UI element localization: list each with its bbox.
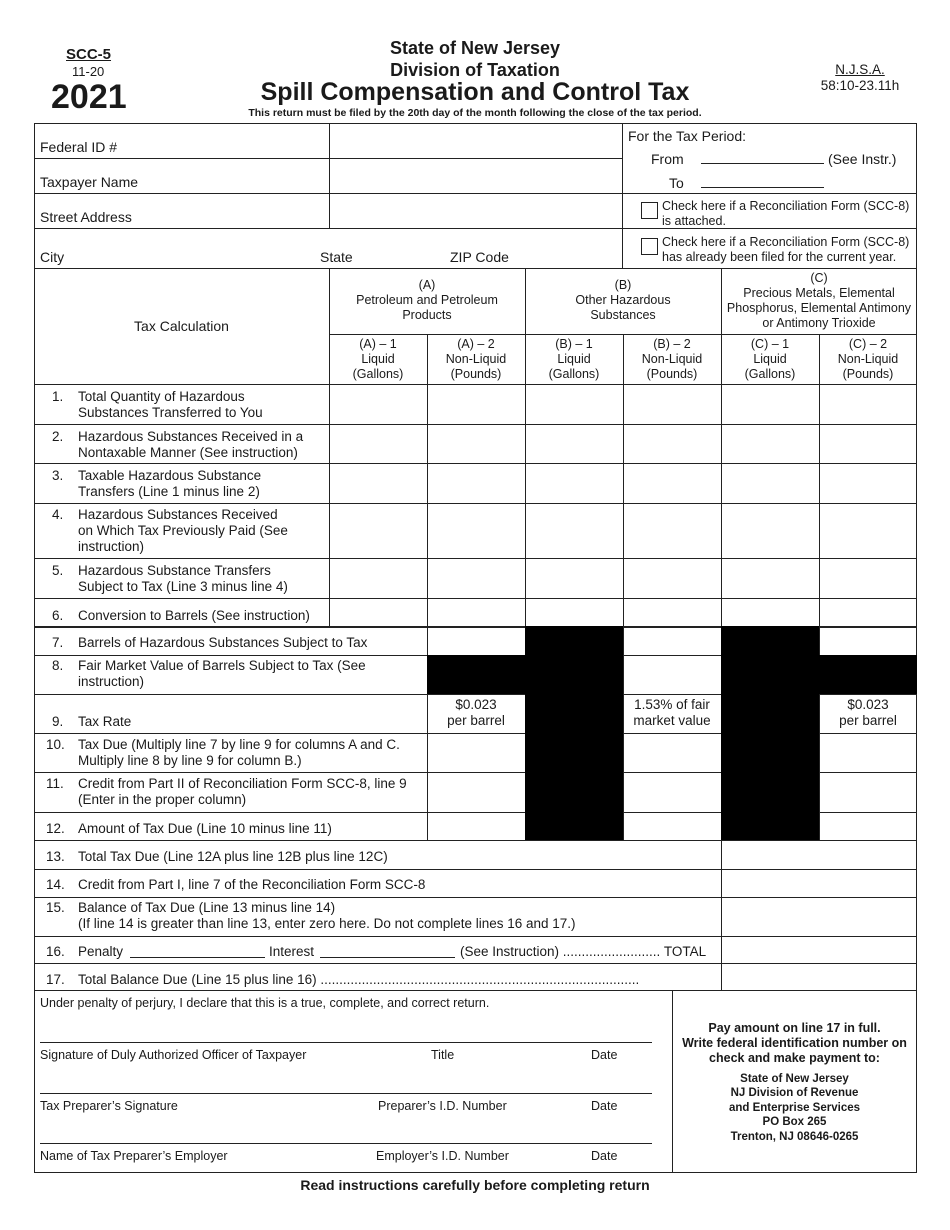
subcol-c2: (C) – 2 Non-Liquid (Pounds) bbox=[837, 337, 899, 381]
row-label: Conversion to Barrels (See instruction) bbox=[78, 608, 310, 623]
officer-date-label: Date bbox=[591, 1048, 618, 1062]
group-b-letter: (B) bbox=[614, 278, 632, 292]
tax-period-label: For the Tax Period: bbox=[628, 128, 747, 144]
row-label: Tax Due (Multiply line 7 by line 9 for columns A and C. Multiply line 8 by line 9 for column B.) bbox=[78, 737, 400, 768]
group-a-letter: (A) bbox=[418, 278, 436, 292]
row-number: 14. bbox=[46, 877, 65, 892]
form-subtitle: This return must be filed by the 20th day of the month following the close of the tax period. bbox=[248, 107, 702, 119]
subcol-b2: (B) – 2 Non-Liquid (Pounds) bbox=[641, 337, 703, 381]
row-number: 17. bbox=[46, 972, 65, 987]
payment-line-3: check and make payment to: bbox=[709, 1051, 880, 1065]
period-to-label: To bbox=[669, 175, 684, 191]
interest-input[interactable] bbox=[320, 957, 455, 958]
zip-code-field[interactable]: ZIP Code bbox=[450, 249, 509, 265]
preparer-id-label: Preparer’s I.D. Number bbox=[378, 1099, 507, 1113]
row-label: Balance of Tax Due (Line 13 minus line 14) (If line 14 is greater than line 13, enter zero here. Do not complete lines 16 and 17.) bbox=[78, 900, 576, 931]
row-number: 1. bbox=[52, 389, 64, 404]
group-c-name: Precious Metals, Elemental Phosphorus, Elemental Antimony or Antimony Trioxide bbox=[726, 286, 912, 330]
row-number: 10. bbox=[46, 737, 65, 752]
city-field[interactable]: City bbox=[40, 249, 65, 265]
row-number: 8. bbox=[52, 658, 64, 673]
row-number: 6. bbox=[52, 608, 64, 623]
state-field[interactable]: State bbox=[320, 249, 353, 265]
footer-note: Read instructions carefully before completing return bbox=[300, 1177, 650, 1193]
penalty-total-label: (See Instruction) .......................... TOTAL bbox=[460, 944, 707, 959]
row-number: 11. bbox=[46, 776, 64, 791]
form-year: 2021 bbox=[51, 78, 127, 116]
tax-rate-b: 1.53% of fair market value bbox=[633, 697, 711, 728]
tax-calculation-label: Tax Calculation bbox=[134, 318, 229, 334]
see-instr-note: (See Instr.) bbox=[828, 151, 897, 167]
officer-title-label: Title bbox=[431, 1048, 455, 1062]
state-name: State of New Jersey bbox=[389, 38, 561, 58]
row-label: Hazardous Substances Received in a Nontaxable Manner (See instruction) bbox=[78, 429, 304, 460]
form-id: SCC-5 bbox=[66, 46, 112, 63]
street-address-field[interactable]: Street Address bbox=[40, 209, 132, 225]
federal-id-field[interactable]: Federal ID # bbox=[40, 139, 118, 155]
reconciliation-filed-text: Check here if a Reconciliation Form (SCC-8) has already been filed for the current year. bbox=[662, 235, 910, 264]
row-number: 16. bbox=[46, 944, 65, 959]
row-label: Barrels of Hazardous Substances Subject to Tax bbox=[78, 635, 368, 650]
group-a-name: Petroleum and Petroleum Products bbox=[356, 293, 498, 322]
statute-label: N.J.S.A. bbox=[835, 62, 885, 77]
interest-label: Interest bbox=[269, 944, 315, 959]
row-label: Amount of Tax Due (Line 10 minus line 11) bbox=[78, 821, 332, 836]
row-number: 2. bbox=[52, 429, 64, 444]
row-number: 7. bbox=[52, 635, 64, 650]
mailing-address-1: State of New Jersey bbox=[740, 1073, 849, 1085]
employer-name-line[interactable] bbox=[40, 1143, 652, 1144]
row-number: 15. bbox=[46, 900, 65, 915]
tax-rate-c: $0.023 per barrel bbox=[839, 697, 897, 728]
row-label: Taxable Hazardous Substance Transfers (Line 1 minus line 2) bbox=[78, 468, 262, 499]
subcol-a1: (A) – 1 Liquid (Gallons) bbox=[352, 337, 404, 381]
group-c-letter: (C) bbox=[810, 271, 828, 285]
group-b-name: Other Hazardous Substances bbox=[575, 293, 671, 322]
officer-signature-label: Signature of Duly Authorized Officer of Taxpayer bbox=[40, 1048, 307, 1062]
perjury-declaration: Under penalty of perjury, I declare that this is a true, complete, and correct return. bbox=[40, 996, 490, 1010]
payment-line-1: Pay amount on line 17 in full. bbox=[708, 1021, 881, 1035]
row-label: Fair Market Value of Barrels Subject to Tax (See instruction) bbox=[78, 658, 366, 689]
mailing-address-4: PO Box 265 bbox=[762, 1116, 827, 1128]
row-label: Total Tax Due (Line 12A plus line 12B plus line 12C) bbox=[78, 849, 388, 864]
row-number: 4. bbox=[52, 507, 64, 522]
officer-signature-line[interactable] bbox=[40, 1042, 652, 1043]
row-label: Total Balance Due (Line 15 plus line 16) ..................................................................................... bbox=[78, 972, 640, 987]
row-label: Credit from Part I, line 7 of the Reconciliation Form SCC-8 bbox=[78, 877, 426, 892]
row-label: Hazardous Substances Received on Which Tax Previously Paid (See instruction) bbox=[78, 507, 288, 554]
reconciliation-attached-checkbox[interactable] bbox=[641, 202, 658, 219]
payment-line-2: Write federal identification number on bbox=[682, 1036, 907, 1050]
division-name: Division of Taxation bbox=[390, 60, 560, 80]
row-label: Total Quantity of Hazardous Substances Transferred to You bbox=[78, 389, 263, 420]
penalty-label: Penalty bbox=[78, 944, 124, 959]
mailing-address-5: Trenton, NJ 08646-0265 bbox=[730, 1131, 859, 1143]
taxpayer-name-field[interactable]: Taxpayer Name bbox=[40, 174, 139, 190]
employer-date-label: Date bbox=[591, 1149, 618, 1163]
reconciliation-attached-text: Check here if a Reconciliation Form (SCC-8) is attached. bbox=[662, 199, 910, 228]
form-revision: 11-20 bbox=[72, 64, 105, 79]
row-number: 5. bbox=[52, 563, 64, 578]
mailing-address-3: and Enterprise Services bbox=[728, 1102, 861, 1114]
reconciliation-filed-checkbox[interactable] bbox=[641, 238, 658, 255]
subcol-b1: (B) – 1 Liquid (Gallons) bbox=[548, 337, 600, 381]
form-title: Spill Compensation and Control Tax bbox=[260, 78, 690, 106]
period-to-input[interactable] bbox=[701, 187, 824, 188]
preparer-date-label: Date bbox=[591, 1099, 618, 1113]
employer-name-label: Name of Tax Preparer’s Employer bbox=[40, 1149, 228, 1163]
row-label: Credit from Part II of Reconciliation Form SCC-8, line 9 (Enter in the proper column) bbox=[78, 776, 407, 807]
subcol-a2: (A) – 2 Non-Liquid (Pounds) bbox=[445, 337, 507, 381]
statute-number: 58:10-23.11h bbox=[820, 78, 900, 93]
row-number: 9. bbox=[52, 714, 64, 729]
row-number: 13. bbox=[46, 849, 65, 864]
period-from-label: From bbox=[651, 151, 684, 167]
subcol-c1: (C) – 1 Liquid (Gallons) bbox=[744, 337, 796, 381]
employer-id-label: Employer’s I.D. Number bbox=[376, 1149, 509, 1163]
preparer-signature-label: Tax Preparer’s Signature bbox=[40, 1099, 178, 1113]
row-number: 12. bbox=[46, 821, 65, 836]
tax-rate-a: $0.023 per barrel bbox=[447, 697, 505, 728]
preparer-signature-line[interactable] bbox=[40, 1093, 652, 1094]
row-number: 3. bbox=[52, 468, 64, 483]
row-label: Tax Rate bbox=[78, 714, 132, 729]
period-from-input[interactable] bbox=[701, 163, 824, 164]
row-label: Hazardous Substance Transfers Subject to Tax (Line 3 minus line 4) bbox=[78, 563, 288, 594]
penalty-input[interactable] bbox=[130, 957, 265, 958]
mailing-address-2: NJ Division of Revenue bbox=[730, 1087, 859, 1099]
